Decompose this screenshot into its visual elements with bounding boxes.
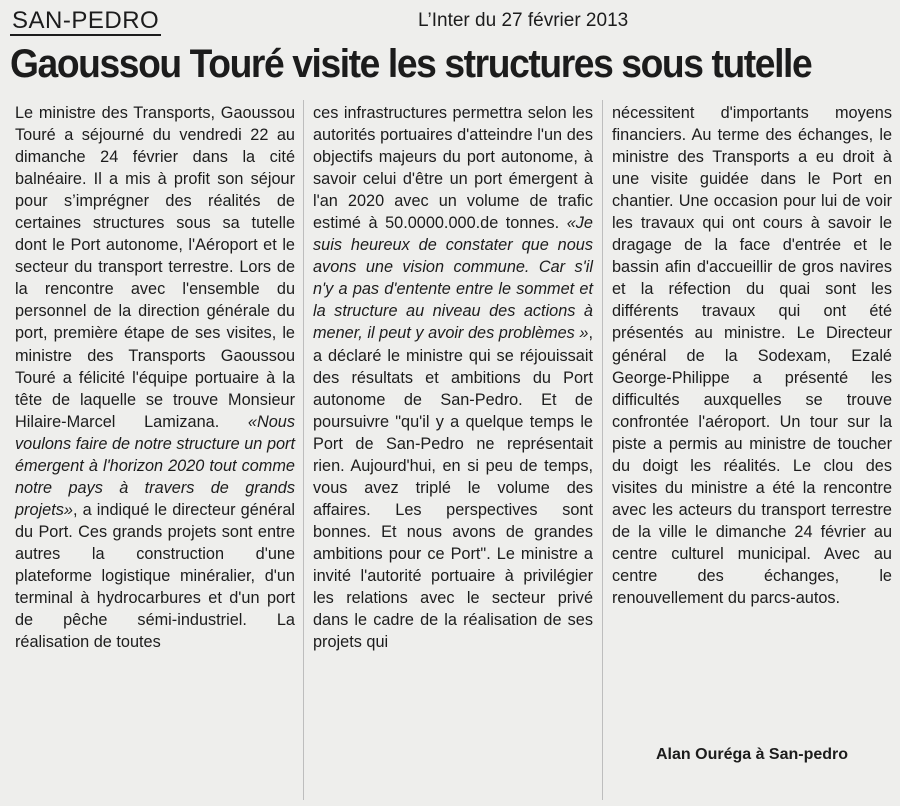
article-column-2 — [313, 102, 593, 653]
column-1-text-a: Le ministre des Transports, Gaoussou Touré a séjourné du vendredi 22 au dimanche 24 février dans la cité balnéaire. Il a mis à profit son séjour pour s’imprégner des réalités de certaines structures sous sa tutelle dont le Port autonome, l'Aéroport et le secteur du transport terrestre. Lors de la rencontre avec l'ensemble du personnel de la direction générale du port, première étape de ses visites, le ministre des Transports Gaoussou Touré a félicité l'équipe portuaire à la tête de laquelle se trouve Monsieur Hilaire-Marcel Lamizana. — [15, 104, 295, 431]
column-3-text-a: nécessitent d'importants moyens financiers. Au terme des échanges, le ministre des Transports a eu droit à une visite guidée dans le Port en chantier. Une occasion pour lui de voir les travaux qui ont cours à savoir le dragage de la face d'entrée et le bassin afin d'accueillir de gros navires et la réfection du quai sont les différents travaux qui ont été présentés au ministre. Le Directeur général de la Sodexam, Ezalé George-Philippe a présenté les difficultés auxquelles se trouve confrontée l'aéroport. Un tour sur la piste a permis au ministre de toucher du doigt les réalités. Le clou des visites du ministre a été la rencontre avec les acteurs du transport terrestre de la ville le dimanche 24 février au centre culturel municipal. Avec au centre des échanges, le renouvellement du parcs-autos. — [612, 104, 892, 608]
article-headline: Gaoussou Touré visite les structures sous tutelle — [10, 42, 812, 86]
section-rubric: SAN-PEDRO — [12, 7, 160, 34]
article-column-3 — [612, 102, 892, 609]
publication-dateline: L’Inter du 27 février 2013 — [418, 10, 629, 31]
article-column-1 — [15, 102, 295, 653]
column-2-text-b: , a déclaré le ministre qui se réjouissait des résultats et ambitions du Port autonome de San-Pedro. Et de poursuivre "qu'il y a quelque temps le Port de San-Pedro ne représentait rien. Aujourd'hui, en si peu de temps, vous avez triplé le volume des affaires. Les perspectives sont bonnes. Et nous avons de grandes ambitions pour ce Port". Le ministre a invité l'autorité portuaire à privilégier les relations avec le secteur privé dans le cadre de la réalisation de ses projets qui — [313, 324, 593, 652]
author-signature: Alan Ouréga à San-pedro — [656, 746, 849, 763]
column-divider — [602, 100, 603, 800]
column-1-text-b: , a indiqué le directeur général du Port. Ces grands projets sont entre autres la construction d'une plateforme logistique minéralier, d'un terminal à hydrocarbures et d'un port de pêche sémi-industriel. La réalisation de toutes — [15, 500, 295, 652]
column-1-text — [15, 102, 295, 653]
column-3-text — [612, 102, 892, 609]
column-divider — [303, 100, 304, 800]
column-1-quote: «Nous voulons faire de notre structure un port émergent à l'horizon 2020 tout comme notre pays à travers de grands projets» — [15, 412, 295, 519]
column-2-text — [313, 102, 593, 653]
column-2-quote: «Je suis heureux de constater que nous avons une vision commune. Car s'il n'y a pas d'entente entre le sommet et la structure au niveau des actions à mener, il peut y avoir des problèmes » — [313, 214, 593, 343]
column-2-text-a: ces infrastructures permettra selon les autorités portuaires d'atteindre l'un des objectifs majeurs du port autonome, à savoir celui d'être un port émergent à l'an 2020 avec un volume de trafic estimé à 50.0000.000.de tonnes. — [313, 104, 593, 233]
